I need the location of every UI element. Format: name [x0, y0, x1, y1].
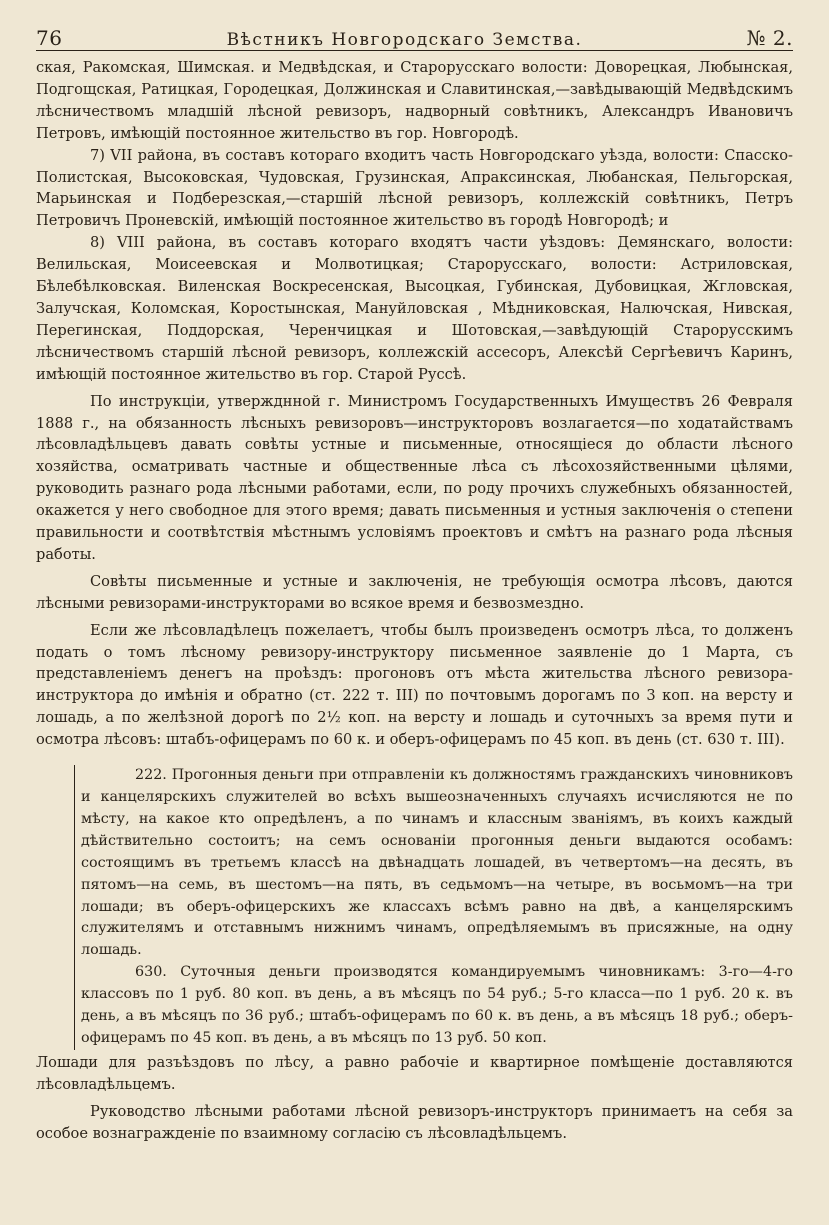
statute-630: 630. Суточныя деньги производятся командируемымъ чиновникамъ: 3-го—4-го классовъ по 1 руб. 80 коп. въ день, а въ мѣсяцъ по 54 руб.; 5-го класса—по 1 руб. 20 к. въ день, а въ мѣсяцъ по 36 руб.; штабъ-офицерамъ по 60 к. въ день, а въ мѣсяцъ 18 руб.; оберъ-офицерамъ по 45 коп. въ день, а въ мѣсяцъ по 13 руб. 50 коп.: [81, 964, 793, 1046]
document-body: [36, 57, 793, 1145]
paragraph-horses: Лошади для разъѣздовъ по лѣсу, а равно рабочіе и квартирное помѣщеніе доставляются лѣсовладѣльцемъ.: [36, 1053, 793, 1093]
paragraph-district-8: 8) VIII района, въ составъ котораго входятъ части уѣздовъ: Демянскаго, волости: Велильская, Моисеевская и Молвотицкая; Старорусскаго, волости: Астриловская, Бѣлебѣлковская. Виленская Воскресенская, Высоцкая, Губинская, Дубовицкая, Жгловская, Залучская, Коломская, Коростынская, Мануйловская , Мѣдниковская, Налючская, Нивская, Перегинская, Поддорская, Черенчицкая и Шотовская,—завѣдующій Старорусскимъ лѣсничествомъ старшій лѣсной ревизоръ, коллежскій ассесоръ, Алексѣй Сергѣевичъ Каринъ, имѣющій постоянное жительство въ гор. Старой Руссѣ.: [36, 234, 793, 383]
paragraph-instruction: По инструкціи, утвержднной г. Министромъ Государственныхъ Имуществъ 26 Февраля 1888 г., на обязанность лѣсныхъ ревизоровъ—инструкторовъ возлагается—по ходатайствамъ лѣсовладѣльцевъ давать совѣты устные и письменные, относящіеся до области лѣсного хозяйства, осматривать частные и общественные лѣса съ лѣсохозяйственными цѣлями, руководить разнаго рода лѣсными работами, если, по роду прочихъ служебныхъ обязанностей, окажется у него свободное для этого время; давать письменныя и устныя заключенія о степени правильности и соотвѣтствія мѣстнымъ условіямъ проектовъ и смѣтъ на разнаго рода лѣсныя работы.: [36, 392, 793, 563]
statute-222: 222. Прогонныя деньги при отправленіи къ должностямъ гражданскихъ чиновниковъ и канцелярскихъ служителей во всѣхъ вышеозначенныхъ случаяхъ исчисляются не по мѣсту, на какое кто опредѣленъ, а по чинамъ и классным званіямъ, въ коихъ каждый дѣйствительно состоитъ; на семъ основаніи прогонныя деньги выдаются особамъ: состоящимъ въ третьемъ классѣ на двѣнадцать лошадей, въ четвертомъ—на десять, въ пятомъ—на семь, въ шестомъ—на пять, въ седьмомъ—на четыре, въ восьмомъ—на три лошади; въ оберъ-офицерскихъ же классахъ всѣмъ равно на двѣ, а канцелярскимъ служителямъ и отставнымъ нижнимъ чинамъ, опредѣляемымъ въ присяжные, на одну лошадь.: [81, 767, 793, 959]
statute-quote: [74, 765, 793, 1050]
paragraph-guidance: Руководство лѣсными работами лѣсной ревизоръ-инструкторъ принимаетъ на себя за особое вознагражденіе по взаимному согласію съ лѣсовладѣльцемъ.: [36, 1102, 793, 1142]
paragraph-inspection: Если же лѣсовладѣлецъ пожелаетъ, чтобы былъ произведенъ осмотръ лѣса, то долженъ подать о томъ лѣсному ревизору-инструктору письменное заявленіе до 1 Марта, съ представленіемъ денегъ на проѣздъ: прогоновъ отъ мѣста жительства лѣсного ревизора-инструктора до имѣнія и обратно (ст. 222 т. III) по почтовымъ дорогамъ по 3 коп. на версту и лошадь, а по желѣзной дорогѣ по 2½ коп. на версту и лошадь и суточныхъ за время пути и осмотра лѣсовъ: штабъ-офицерамъ по 60 к. и оберъ-офицерамъ по 45 коп. въ день (ст. 630 т. III).: [36, 621, 793, 749]
page-number: 76: [36, 26, 63, 50]
paragraph-district-continued: ская, Ракомская, Шимская. и Медвѣдская, и Старорусскаго волости: Доворецкая, Любынская, Подгощская, Ратицкая, Городецкая, Должинская и Славитинская,—завѣдывающій Медвѣдскимъ лѣсничествомъ младшій лѣсной ревизоръ, надворный совѣтникъ, Александръ Ивановичъ Петровъ, имѣющій постоянное жительство въ гор. Новгородѣ.: [36, 59, 793, 142]
page-header: [36, 14, 793, 51]
paragraph-advice: Совѣты письменные и устные и заключенія, не требующія осмотра лѣсовъ, даются лѣсными ревизорами-инструкторами во всякое время и безвозмездно.: [36, 572, 793, 612]
issue-number: № 2.: [746, 26, 793, 50]
journal-title: Вѣстникъ Новгородскаго Земства.: [226, 30, 583, 50]
paragraph-district-7: 7) VII района, въ составъ котораго входитъ часть Новгородскаго уѣзда, волости: Спасско-Полистская, Высоковская, Чудовская, Грузинская, Апраксинская, Любанская, Пельгорская, Марьинская и Подберезская,—старшій лѣсной ревизоръ, коллежскій совѣтникъ, Петръ Петровичъ Проневскій, имѣющій постоянное жительство въ городѣ Новгородѣ; и: [36, 146, 793, 230]
